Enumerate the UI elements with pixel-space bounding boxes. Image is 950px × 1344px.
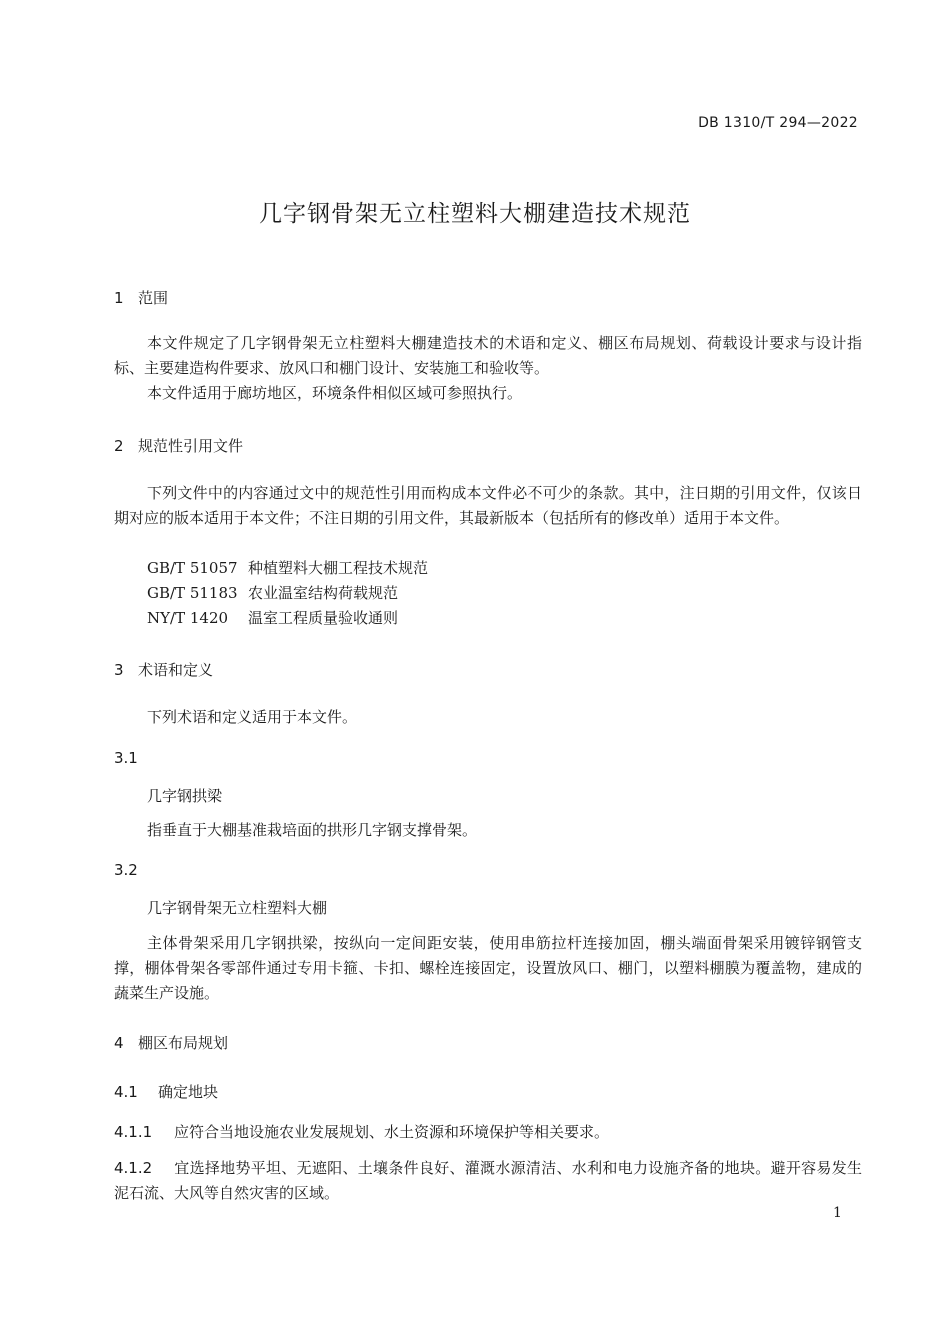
term-number: 3.1 xyxy=(114,749,138,767)
reference-item xyxy=(147,607,398,628)
subsection-number: 4.1 xyxy=(114,1083,138,1101)
subsection-4-1-heading xyxy=(114,1080,218,1105)
subsection-title: 确定地块 xyxy=(158,1083,219,1101)
section-3-paragraph-1: 下列术语和定义适用于本文件。 xyxy=(147,708,358,726)
clause-text: 应符合当地设施农业发展规划、水土资源和环境保护等相关要求。 xyxy=(174,1123,610,1141)
term-title: 几字钢骨架无立柱塑料大棚 xyxy=(147,899,328,917)
term-title: 几字钢拱梁 xyxy=(147,787,223,805)
clause-4-1-2 xyxy=(114,1156,862,1206)
term-definition: 指垂直于大棚基准栽培面的拱形几字钢支撑骨架。 xyxy=(147,821,478,839)
section-number: 2 xyxy=(114,437,124,455)
clause-number: 4.1.1 xyxy=(114,1123,153,1141)
clause-4-1-1 xyxy=(114,1120,609,1145)
reference-name: 农业温室结构荷载规范 xyxy=(248,584,399,602)
reference-item xyxy=(147,557,428,578)
document-title: 几字钢骨架无立柱塑料大棚建造技术规范 xyxy=(259,201,691,227)
section-number: 3 xyxy=(114,661,124,679)
page-number: 1 xyxy=(833,1205,842,1221)
section-title: 规范性引用文件 xyxy=(138,437,244,455)
reference-name: 种植塑料大棚工程技术规范 xyxy=(248,559,429,577)
section-1-paragraph-2: 本文件适用于廊坊地区，环境条件相似区域可参照执行。 xyxy=(147,384,523,402)
section-3-heading xyxy=(114,659,213,680)
reference-name: 温室工程质量验收通则 xyxy=(248,609,399,627)
section-title: 术语和定义 xyxy=(138,661,214,679)
clause-number: 4.1.2 xyxy=(114,1159,153,1177)
clause-text: 宜选择地势平坦、无遮阳、土壤条件良好、灌溉水源清洁、水利和电力设施齐备的地块。避开容易发生泥石流、大风等自然灾害的区域。 xyxy=(114,1159,862,1202)
section-2-paragraph-1: 下列文件中的内容通过文中的规范性引用而构成本文件必不可少的条款。其中，注日期的引用文件，仅该日期对应的版本适用于本文件；不注日期的引用文件，其最新版本（包括所有的修改单）适用于本文件。 xyxy=(114,484,862,527)
section-1-heading xyxy=(114,287,168,308)
section-number: 1 xyxy=(114,289,124,307)
section-title: 棚区布局规划 xyxy=(138,1034,229,1052)
section-number: 4 xyxy=(114,1034,124,1052)
section-1-paragraph-1: 本文件规定了几字钢骨架无立柱塑料大棚建造技术的术语和定义、棚区布局规划、荷载设计要求与设计指标、主要建造构件要求、放风口和棚门设计、安装施工和验收等。 xyxy=(114,334,862,377)
section-title: 范围 xyxy=(138,289,169,307)
term-number: 3.2 xyxy=(114,861,138,879)
term-definition: 主体骨架采用几字钢拱梁，按纵向一定间距安装，使用串筋拉杆连接加固，棚头端面骨架采用镀锌钢管支撑，棚体骨架各零部件通过专用卡箍、卡扣、螺栓连接固定，设置放风口、棚门，以塑料棚膜为覆盖物，建成的蔬菜生产设施。 xyxy=(114,934,862,1002)
section-2-heading xyxy=(114,435,243,456)
reference-code: GB/T 51057 xyxy=(147,559,238,577)
standard-number: DB 1310/T 294—2022 xyxy=(698,115,858,131)
reference-code: GB/T 51183 xyxy=(147,584,238,602)
reference-code: NY/T 1420 xyxy=(147,609,229,627)
reference-item xyxy=(147,582,398,603)
section-4-heading xyxy=(114,1032,228,1053)
